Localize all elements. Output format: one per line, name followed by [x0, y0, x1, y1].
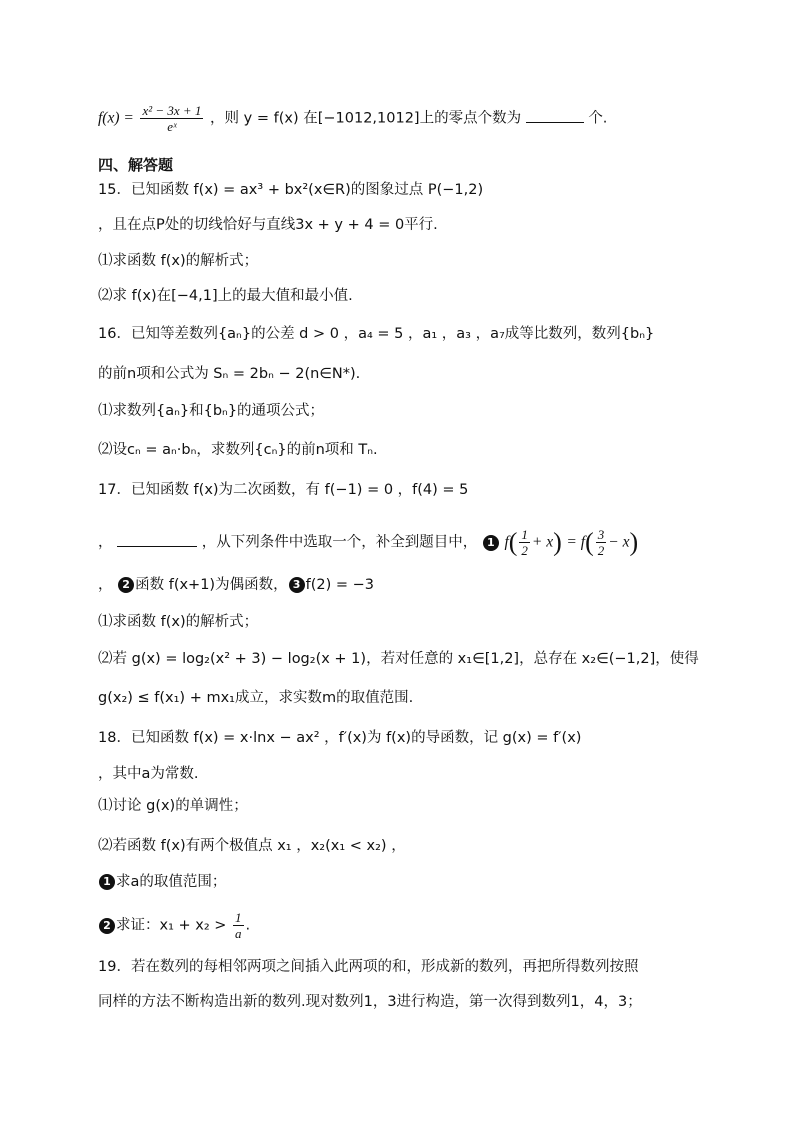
- q17-cond3: f(2) = −3: [305, 577, 374, 593]
- q17-cond1-end: − x: [608, 533, 630, 551]
- q17-line1: 17．已知函数 f(x)为二次函数，有 f(−1) = 0 ，f(4) = 5: [98, 482, 469, 498]
- q15-line1: 15．已知函数 f(x) = ax³ + bx²(x∈R)的图象过点 P(−1,2): [98, 182, 484, 198]
- circled-number-3: 3: [289, 577, 305, 593]
- frac-denominator: a: [235, 926, 242, 941]
- q17-cond1-frac2: [596, 527, 607, 558]
- frac-numerator: 1: [235, 910, 242, 925]
- q18-line1: 18．已知函数 f(x) = x·lnx − ax² ，f′(x)为 f(x)的导函数，记 g(x) = f′(x): [98, 730, 582, 746]
- q17-condition-blank: [117, 532, 197, 547]
- q16-line1: 16．已知等差数列{aₙ}的公差 d > 0 ，a₄ = 5 ，a₁ ，a₃ ，a₇成等比数列，数列{bₙ}: [98, 326, 655, 342]
- q16-line2: 的前n项和公式为 Sₙ = 2bₙ − 2(n∈N*).: [98, 366, 361, 382]
- q14-frac-denominator: eˣ: [167, 119, 177, 134]
- q17-instruction: ，从下列条件中选取一个，补全到题目中，: [201, 534, 478, 551]
- frac-denominator: 2: [597, 543, 605, 558]
- frac-denominator: 2: [521, 543, 528, 558]
- q17-cond1-eq: = f: [566, 533, 586, 551]
- q14-after-text: ，则 y = f(x) 在[−1012,1012]上的零点个数为: [210, 110, 522, 127]
- q17-line2: ， ，从下列条件中选取一个，补全到题目中， 1 f( $\frac{1}{2}$ + x) = f( $\frac{3}{2}$ − x): [98, 527, 639, 558]
- q17-cond2: 函数 f(x+1)为偶函数，: [135, 577, 288, 593]
- q17-part1: ⑴求函数 f(x)的解析式；: [98, 614, 259, 630]
- q14-frac-numerator: x² − 3x + 1: [142, 103, 202, 118]
- q14-fraction: [140, 103, 203, 134]
- q18-fraction: [233, 910, 244, 941]
- q17-cond1-frac1: [519, 527, 530, 558]
- q17-line3: [98, 575, 374, 595]
- circled-number-1: 1: [99, 874, 115, 890]
- frac-numerator: 1: [521, 527, 528, 542]
- frac-numerator: 3: [597, 527, 605, 542]
- circled-number-1: 1: [483, 535, 499, 551]
- q17-comma2: ，: [98, 577, 113, 593]
- q18-sub2-end: .: [245, 917, 251, 934]
- q18-sub2: [98, 910, 250, 941]
- q17-comma: ，: [98, 534, 113, 551]
- q18-sub1: [98, 872, 226, 892]
- q14-fx: f(x) =: [98, 109, 134, 127]
- q18-sub1-text: 求a的取值范围；: [116, 874, 227, 890]
- q15-part1: ⑴求函数 f(x)的解析式；: [98, 253, 259, 269]
- circled-number-2: 2: [118, 577, 134, 593]
- q16-part2: ⑵设cₙ = aₙ·bₙ，求数列{cₙ}的前n项和 Tₙ.: [98, 442, 378, 458]
- q19-line1: 19．若在数列的每相邻两项之间插入此两项的和，形成新的数列，再把所得数列按照: [98, 959, 639, 975]
- q14-answer-blank: [526, 108, 584, 123]
- section-heading: 四、解答题: [98, 156, 174, 174]
- q17-part2b: g(x₂) ≤ f(x₁) + mx₁成立，求实数m的取值范围.: [98, 690, 414, 706]
- q14-tail-line: [98, 103, 607, 134]
- q17-cond1-mid: + x: [531, 533, 554, 551]
- q14-unit: 个.: [588, 110, 608, 127]
- q15-line2: ，且在点P处的切线恰好与直线3x + y + 4 = 0平行.: [98, 217, 438, 233]
- q18-sub2-text: 求证：x₁ + x₂ >: [116, 917, 227, 934]
- q17-cond1-f: f: [504, 533, 509, 551]
- circled-number-2: 2: [99, 918, 115, 934]
- q18-line2: ，其中a为常数.: [98, 766, 199, 782]
- q18-part1: ⑴讨论 g(x)的单调性；: [98, 798, 248, 814]
- q18-part2: ⑵若函数 f(x)有两个极值点 x₁ ，x₂(x₁ < x₂) ，: [98, 838, 406, 854]
- q19-line2: 同样的方法不断构造出新的数列.现对数列1，3进行构造，第一次得到数列1，4，3；: [98, 994, 642, 1010]
- q15-part2: ⑵求 f(x)在[−4,1]上的最大值和最小值.: [98, 288, 353, 304]
- q17-part2: ⑵若 g(x) = log₂(x² + 3) − log₂(x + 1)，若对任意的 x₁∈[1,2]，总存在 x₂∈(−1,2]，使得: [98, 651, 699, 667]
- q16-part1: ⑴求数列{aₙ}和{bₙ}的通项公式；: [98, 403, 325, 419]
